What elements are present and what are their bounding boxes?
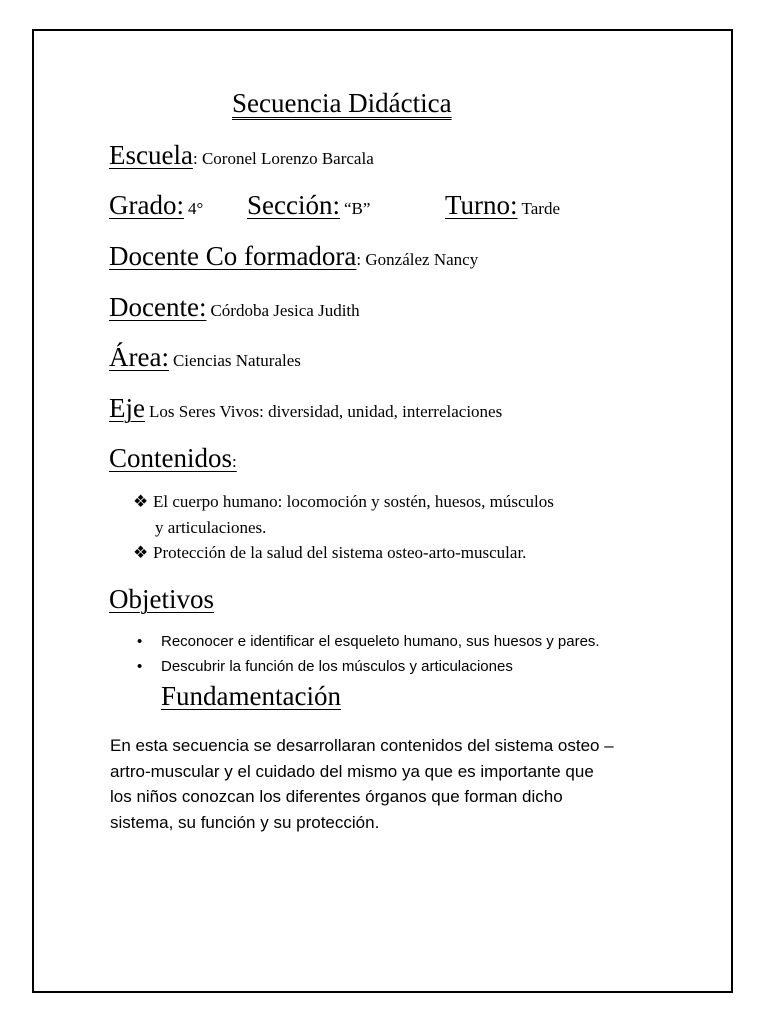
document-title: Secuencia Didáctica: [232, 88, 452, 118]
docente-value: Córdoba Jesica Judith: [210, 301, 360, 320]
area-label: Área:: [109, 342, 169, 372]
contenidos-item-text: Protección de la salud del sistema osteo-arto-muscular.: [153, 543, 527, 562]
dot-bullet-icon: •: [137, 633, 143, 650]
area-value: Ciencias Naturales: [172, 351, 301, 370]
paragraph-line: sistema, su función y su protección.: [110, 812, 380, 832]
turno-value: Tarde: [521, 199, 560, 218]
escuela-label: Escuela: [109, 140, 193, 170]
paragraph-line: artro-muscular y el cuidado del mismo ya que es importante que: [110, 761, 594, 781]
paragraph-line: En esta secuencia se desarrollaran contenidos del sistema osteo –: [110, 736, 614, 755]
objetivos-heading-row: [109, 584, 214, 615]
fundamentacion-paragraph: [110, 733, 650, 835]
objetivos-item-text: Reconocer e identificar el esqueleto humano, sus huesos y pares.: [161, 633, 600, 650]
seccion-label: Sección:: [247, 190, 340, 220]
docente-co-label: Docente Co formadora: [109, 241, 357, 271]
docente-co-sep: :: [356, 250, 366, 269]
fundamentacion-heading-row: [161, 681, 341, 712]
grado-row: [109, 190, 203, 221]
objetivos-heading: Objetivos: [109, 584, 214, 614]
objetivos-item: [137, 633, 600, 650]
contenidos-item-continuation: y articulaciones.: [155, 518, 267, 537]
contenidos-item: [133, 492, 554, 537]
seccion-value: “B”: [343, 199, 371, 218]
eje-row: [109, 393, 502, 424]
contenidos-heading-suffix: :: [232, 452, 237, 471]
escuela-row: [109, 140, 374, 171]
contenidos-heading: Contenidos: [109, 443, 233, 473]
docente-label: Docente:: [109, 292, 207, 322]
contenidos-item: [133, 543, 526, 563]
dot-bullet-icon: •: [137, 658, 143, 675]
turno-label: Turno:: [445, 190, 518, 220]
diamond-bullet-icon: ❖: [133, 492, 149, 511]
objetivos-item: [137, 658, 513, 675]
seccion-row: [247, 190, 370, 221]
docente-co-row: [109, 241, 478, 272]
diamond-bullet-icon: ❖: [133, 543, 149, 562]
contenidos-item-text: El cuerpo humano: locomoción y sostén, huesos, músculos: [153, 492, 554, 511]
grado-value: 4°: [187, 199, 204, 218]
escuela-value: Coronel Lorenzo Barcala: [201, 149, 374, 168]
docente-row: [109, 292, 360, 323]
eje-value: Los Seres Vivos: diversidad, unidad, interrelaciones: [148, 402, 503, 421]
paragraph-line: los niños conozcan los diferentes órganos que forman dicho: [110, 787, 563, 806]
objetivos-item-text: Descubrir la función de los músculos y articulaciones: [161, 658, 513, 675]
turno-row: [445, 190, 560, 221]
escuela-sep: :: [192, 149, 202, 168]
contenidos-heading-row: [109, 443, 237, 474]
docente-co-value: González Nancy: [365, 250, 479, 269]
area-row: [109, 342, 301, 373]
fundamentacion-heading: Fundamentación: [161, 681, 341, 711]
grado-label: Grado:: [109, 190, 184, 220]
eje-label: Eje: [109, 393, 145, 423]
